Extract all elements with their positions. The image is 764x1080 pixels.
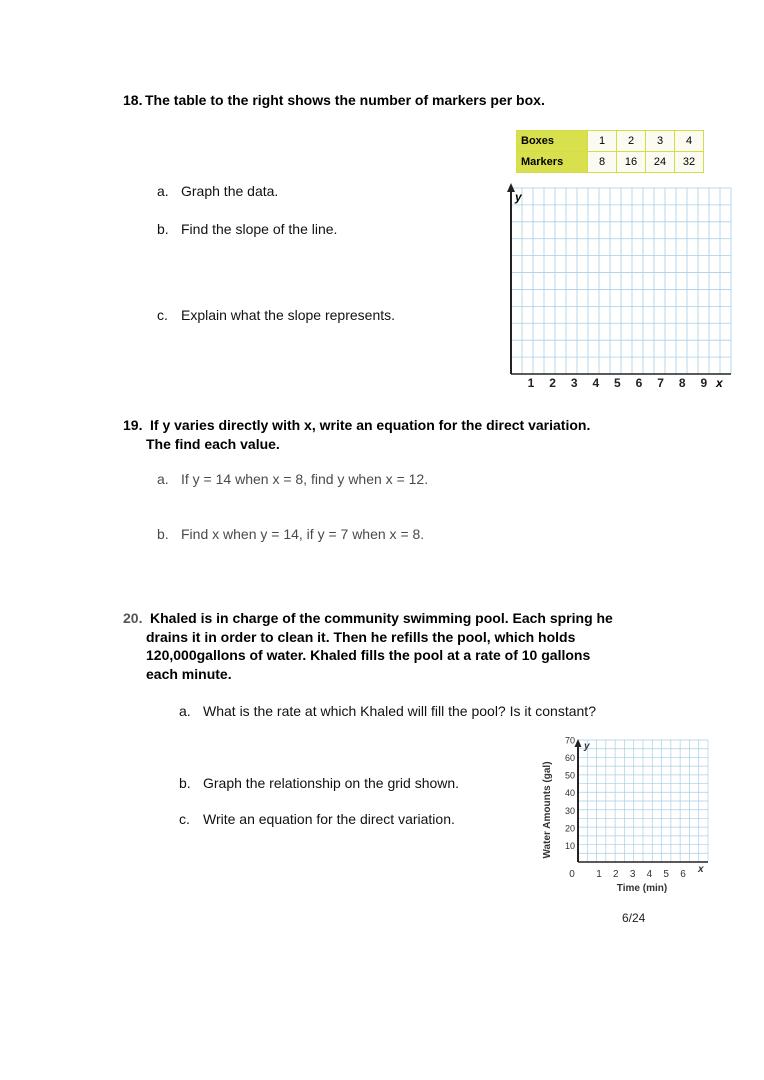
x-tick-labels — [596, 869, 686, 880]
x-axis-label: x — [716, 376, 723, 390]
table-row-boxes — [517, 131, 704, 152]
x-axis-title: Time (min) — [616, 883, 668, 894]
q18-item-c: c. Explain what the slope represents. — [157, 307, 396, 323]
table-cell: 3 — [646, 131, 675, 152]
q18-number: 18. — [123, 92, 143, 108]
q18-item-a: a. Graph the data. — [157, 183, 279, 199]
x-tick-label: 7 — [657, 376, 664, 390]
q20-line2: drains it in order to clean it. Then he refills the pool, which holds — [146, 629, 576, 645]
q19-line1: If y varies directly with x, write an equation for the direct variation. — [150, 417, 591, 433]
y-tick-label: 70 — [564, 735, 576, 746]
x-axis-label: x — [698, 864, 704, 875]
y-axis-label: y — [584, 741, 590, 752]
y-tick-label: 40 — [564, 788, 576, 799]
x-tick-labels — [528, 376, 708, 390]
q20-number: 20. — [123, 610, 143, 626]
grid-lines — [578, 740, 708, 862]
q19-number: 19. — [123, 417, 143, 433]
y-axis-title: Water Amounts (gal) — [542, 761, 553, 859]
q20-item-b: b. Graph the relationship on the grid shown. — [179, 775, 460, 791]
x-tick-label: 6 — [680, 869, 686, 880]
table-cell: 1 — [588, 131, 617, 152]
table-row-markers — [517, 152, 704, 173]
q18-text: The table to the right shows the number of markers per box. — [145, 92, 545, 108]
q18-coordinate-grid — [503, 180, 735, 394]
y-tick-label: 20 — [564, 823, 576, 834]
q20-line3: 120,000gallons of water. Khaled fills the pool at a rate of 10 gallons — [146, 647, 591, 663]
y-tick-labels — [565, 735, 575, 851]
q19-line2: The find each value. — [146, 436, 280, 452]
x-tick-label: 5 — [614, 376, 621, 390]
x-tick-label: 8 — [678, 376, 686, 390]
y-axis-arrow-icon — [507, 183, 515, 192]
x-tick-label: 2 — [613, 869, 619, 880]
table-cell: 24 — [646, 152, 675, 173]
table-cell: 8 — [588, 152, 617, 173]
q18-item-b: b. Find the slope of the line. — [157, 221, 338, 237]
y-axis-label: y — [515, 190, 522, 204]
x-tick-label: 3 — [629, 869, 636, 880]
x-tick-label: 1 — [596, 869, 602, 880]
origin-label: 0 — [569, 869, 575, 880]
table-header-markers: Markers — [517, 152, 588, 173]
q19-item-b: b. Find x when y = 14, if y = 7 when x = 8. — [157, 526, 425, 542]
table-cell: 4 — [675, 131, 704, 152]
q18-heading — [123, 91, 545, 110]
q20-heading — [123, 609, 613, 628]
q20-coordinate-grid — [536, 730, 716, 900]
table-header-boxes: Boxes — [517, 131, 588, 152]
y-tick-label: 10 — [564, 841, 576, 851]
table-cell: 2 — [617, 131, 646, 152]
x-tick-label: 4 — [592, 376, 600, 390]
q19-item-a: a. If y = 14 when x = 8, find y when x = 12. — [157, 471, 429, 487]
q20-line4: each minute. — [146, 666, 232, 682]
q20-item-a: a. What is the rate at which Khaled will fill the pool? Is it constant? — [179, 703, 596, 719]
q19-heading — [123, 416, 590, 435]
y-tick-label: 60 — [564, 753, 576, 763]
page-number: 6/24 — [622, 911, 646, 925]
x-tick-label: 2 — [549, 376, 556, 390]
x-tick-label: 4 — [646, 869, 653, 880]
y-tick-label: 30 — [564, 805, 576, 816]
x-tick-label: 3 — [570, 376, 578, 390]
table-cell: 32 — [675, 152, 704, 173]
table-cell: 16 — [617, 152, 646, 173]
grid-lines — [511, 188, 731, 374]
markers-table — [516, 130, 704, 173]
x-tick-label: 5 — [663, 869, 669, 880]
x-tick-label: 9 — [700, 376, 708, 390]
x-tick-label: 1 — [527, 376, 535, 390]
q20-line1: Khaled is in charge of the community swimming pool. Each spring he — [150, 610, 613, 626]
y-tick-label: 50 — [564, 770, 576, 781]
x-tick-label: 6 — [635, 376, 643, 390]
q20-item-c: c. Write an equation for the direct variation. — [179, 811, 455, 827]
